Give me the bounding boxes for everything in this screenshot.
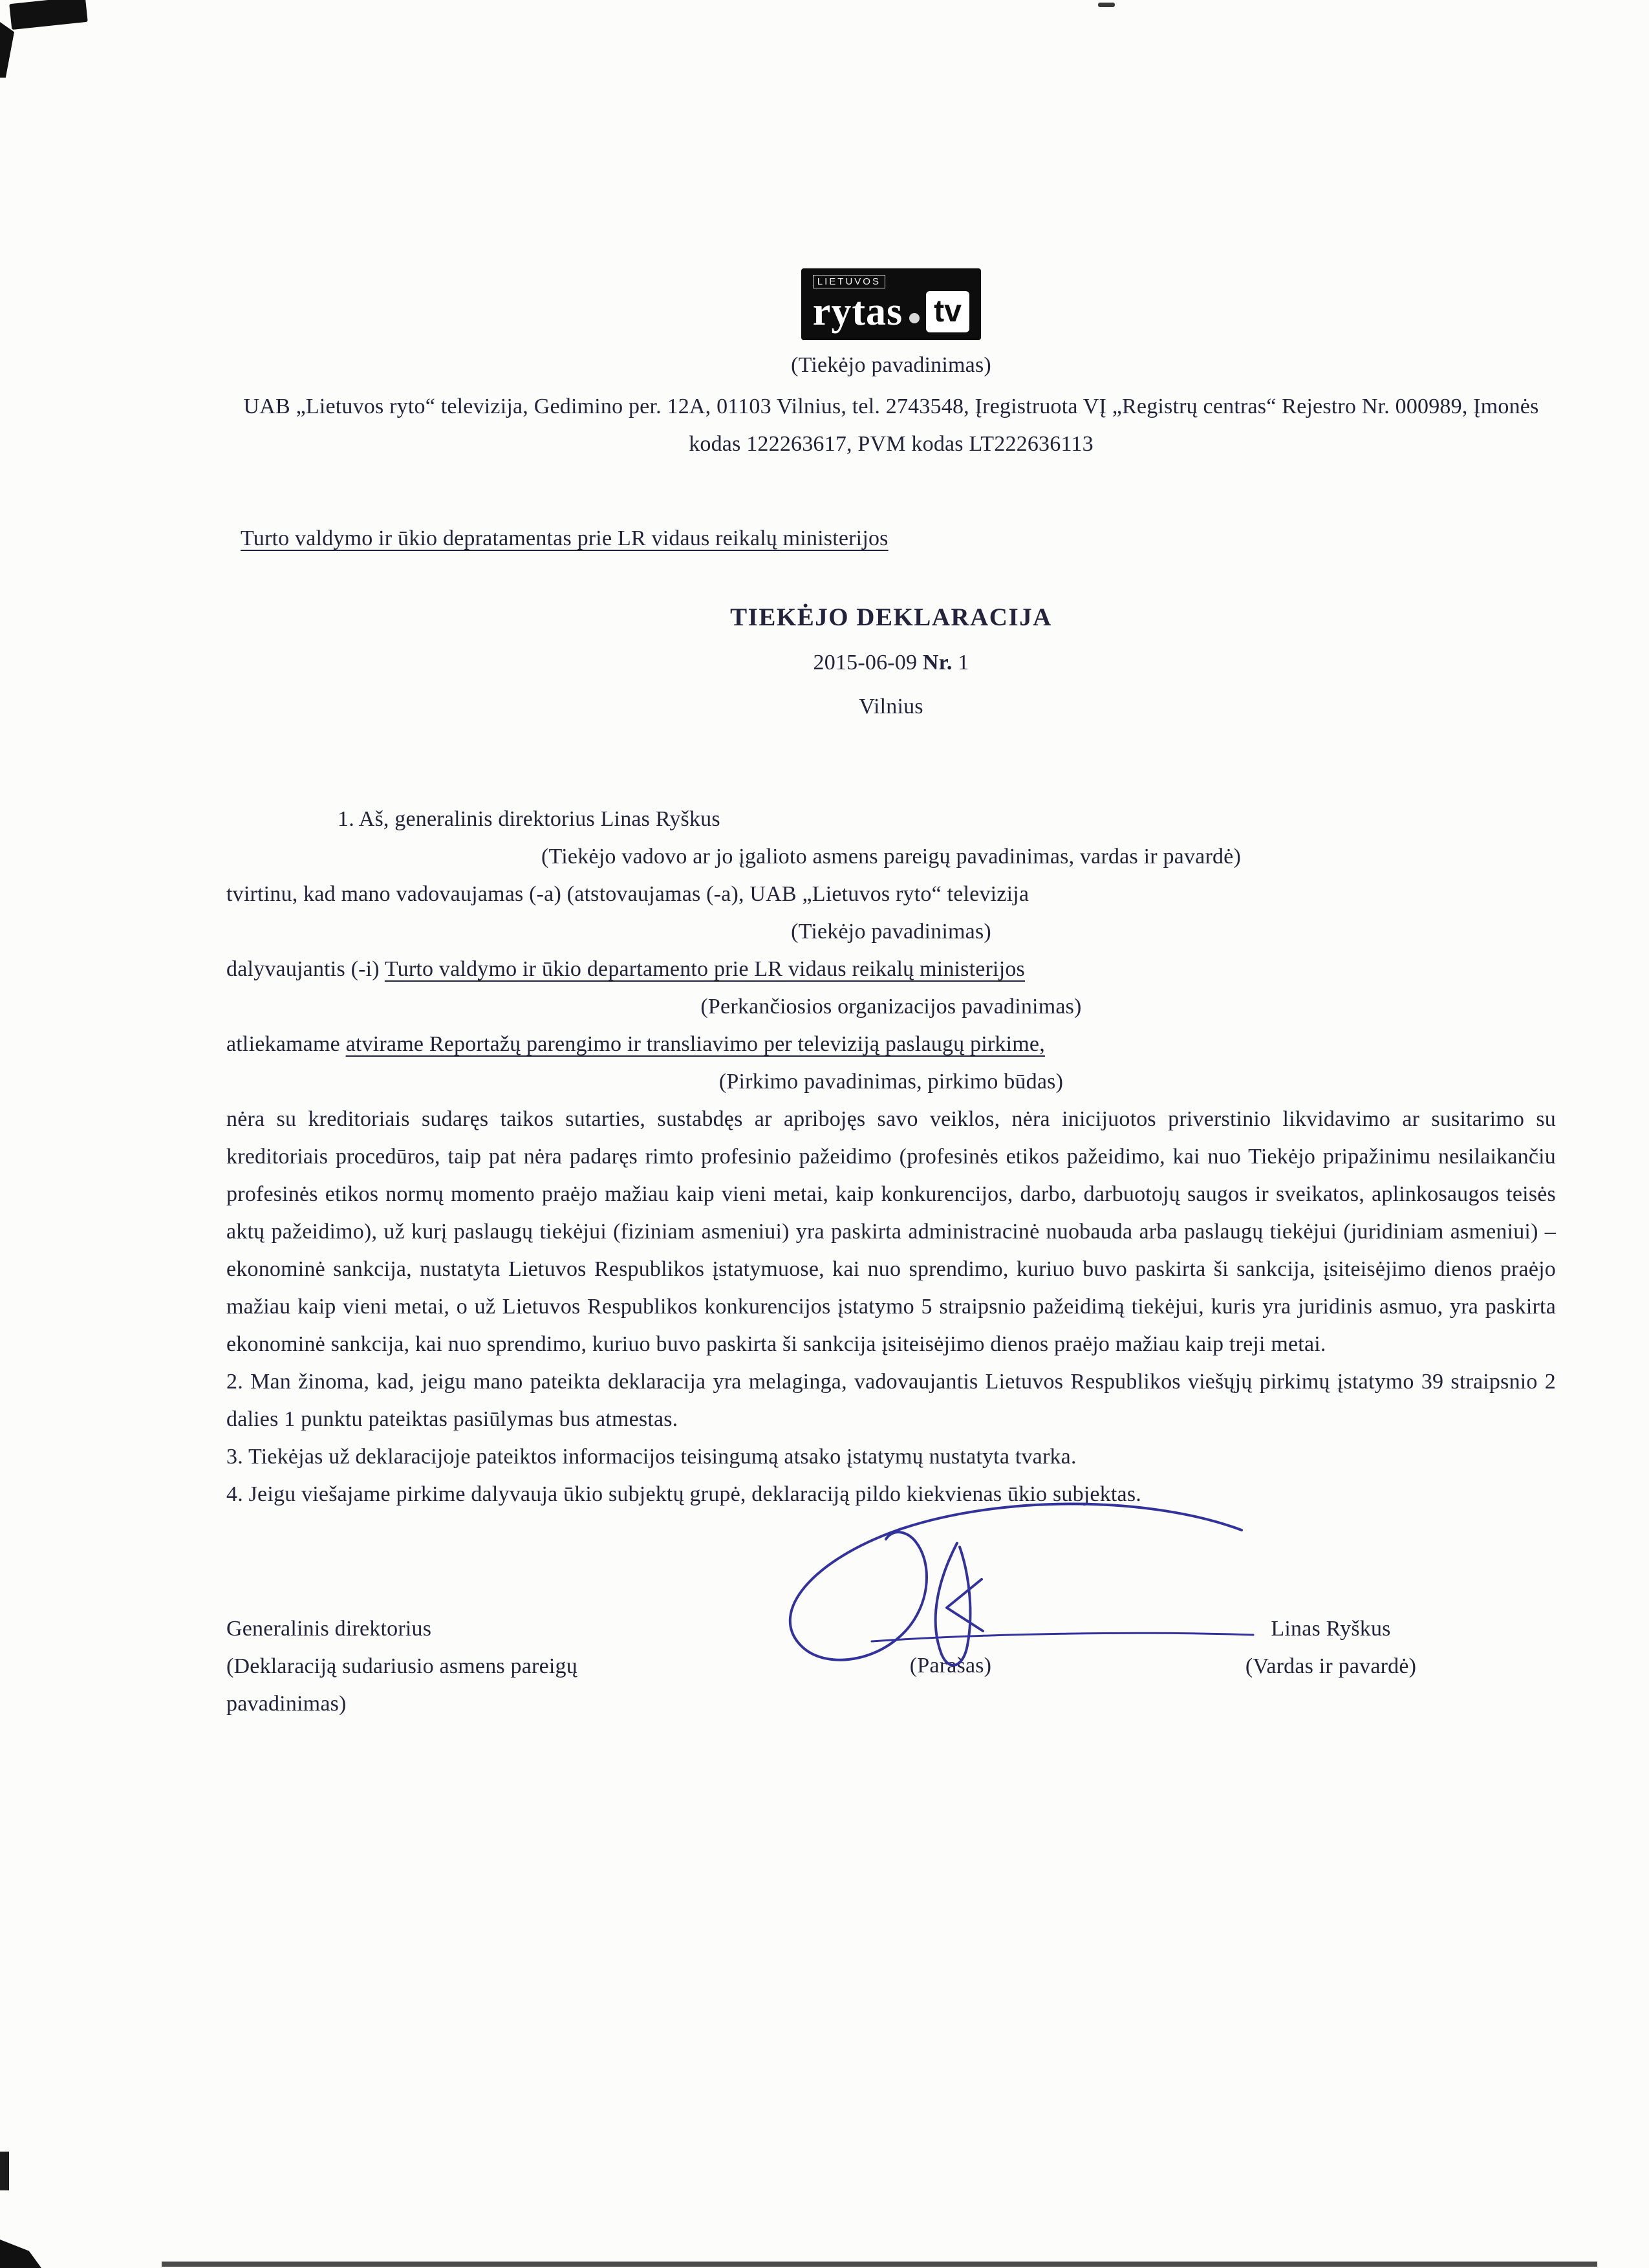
logo-main	[813, 291, 969, 332]
logo-tv-badge	[926, 291, 969, 332]
logo-dot-icon	[909, 313, 920, 323]
scan-artifact	[162, 2262, 1597, 2267]
logo-row	[226, 268, 1556, 340]
decl-line-3-underlined: Turto valdymo ir ūkio departamento prie LR vidaus reikalų ministerijos	[384, 957, 1025, 981]
logo-caption: (Tiekėjo pavadinimas)	[791, 353, 991, 377]
decl-line-1: 1. Aš, generalinis direktorius Linas Ryškus	[338, 807, 720, 831]
signature-left-column	[226, 1610, 795, 1723]
decl-line-3	[226, 951, 1556, 988]
decl-caption-3: (Perkančiosios organizacijos pavadinimas)	[700, 995, 1082, 1019]
decl-caption-4: (Pirkimo pavadinimas, pirkimo būdas)	[718, 1070, 1064, 1094]
decl-line-4	[226, 1026, 1556, 1063]
signature-center-column	[795, 1610, 1106, 1723]
decl-caption-2: (Tiekėjo pavadinimas)	[791, 920, 991, 944]
document-date: 2015-06-09	[813, 651, 918, 675]
scan-artifact	[9, 0, 88, 30]
scan-artifact	[0, 22, 14, 78]
document-title: TIEKĖJO DEKLARACIJA	[730, 603, 1052, 631]
signature-right-column	[1106, 1610, 1556, 1723]
paragraph-2: 2. Man žinoma, kad, jeigu mano pateikta deklaracija yra melaginga, vadovaujantis Lietuvos Respublikos viešųjų pirkimų įstatymo 39 straipsnio 2 dalies 1 punktu pateiktas pasiūlymas bus atmestas.	[226, 1370, 1556, 1431]
decl-line-3-prefix: dalyvaujantis (-i)	[226, 957, 385, 981]
nr-label: Nr.	[922, 651, 953, 675]
decl-line-4-prefix: atliekamame	[226, 1032, 346, 1056]
decl-caption-1: (Tiekėjo vadovo ar jo įgalioto asmens pareigų pavadinimas, vardas ir pavardė)	[541, 845, 1241, 869]
paragraph-1: nėra su kreditoriais sudaręs taikos sutarties, sustabdęs ar apribojęs savo veiklos, nėra inicijuotos priverstinio likvidavimo ar susitarimo su kreditoriais procedūros, taip pat nėra padaręs rimto profesinio pažeidimo (profesinės etikos pažeidimo, kai nuo Tiekėjo pripažinimu nesilaikančiu profesinės etikos normų momento praėjo mažiau kaip vieni metai, kaip konkurencijos, darbo, darbuotojų saugos ir sveikatos, aplinkosaugos teisės aktų pažeidimo), už kurį paslaugų tiekėjui (fiziniam asmeniui) yra paskirta administracinė nuobauda arba paslaugų tiekėjui (juridiniam asmeniui) – ekonominė sankcija, nustatyta Lietuvos Respublikos įstatymuose, kai nuo sprendimo, kuriuo buvo paskirta ši sankcija, įsiteisėjimo dienos praėjo mažiau kaip vieni metai, o už Lietuvos Respublikos konkurencijos įstatymo 5 straipsnio pažeidimą tiekėjui, kuris yra juridinis asmuo, yra paskirta ekonominė sankcija, kai nuo sprendimo, kuriuo buvo paskirta ši sankcija įsiteisėjimo dienos praėjo mažiau kaip treji metai.	[226, 1107, 1556, 1356]
recipient-text: Turto valdymo ir ūkio depratamentas prie LR vidaus reikalų ministerijos	[241, 526, 889, 550]
logo-lietuvos-label: LIETUVOS	[813, 275, 885, 288]
nr-value: 1	[958, 651, 969, 675]
decl-line-4-underlined: atvirame Reportažų parengimo ir transliavimo per televiziją paslaugų pirkime,	[345, 1032, 1045, 1056]
logo-rytas-text: rytas	[812, 290, 903, 334]
document-content	[226, 0, 1556, 1723]
signature-caption: (Parašas)	[909, 1654, 992, 1678]
signer-title-caption: (Deklaraciją sudariusio asmens pareigų pavadinimas)	[226, 1654, 577, 1716]
paragraph-3: 3. Tiekėjas už deklaracijoje pateiktos informacijos teisingumą atsako įstatymų nustatyta tvarka.	[226, 1445, 1077, 1469]
decl-line-2: tvirtinu, kad mano vadovaujamas (-a) (atstovaujamas (-a), UAB „Lietuvos ryto“ televizija	[226, 882, 1029, 906]
company-header: UAB „Lietuvos ryto“ televizija, Gedimino per. 12A, 01103 Vilnius, tel. 2743548, Įregistruota VĮ „Registrų centras“ Rejestro Nr. 000989, Įmonės kodas 122263617, PVM kodas LT222636113	[243, 394, 1539, 456]
declaration-intro	[226, 801, 1556, 1101]
signature-block	[226, 1610, 1556, 1723]
signer-name-caption: (Vardas ir pavardė)	[1245, 1654, 1417, 1678]
signer-title: Generalinis direktorius	[226, 1617, 432, 1641]
rytas-tv-logo	[801, 268, 981, 340]
paragraph-4: 4. Jeigu viešajame pirkime dalyvauja ūkio subjektų grupė, deklaraciją pildo kiekvienas ūkio subjektas.	[226, 1482, 1141, 1506]
city-line: Vilnius	[859, 695, 923, 718]
recipient-line	[226, 520, 1556, 557]
scan-artifact	[0, 2152, 9, 2190]
signer-name: Linas Ryškus	[1271, 1617, 1391, 1641]
scan-artifact	[0, 2240, 41, 2268]
logo-tv-text: tv	[934, 294, 962, 329]
date-line	[226, 644, 1556, 682]
